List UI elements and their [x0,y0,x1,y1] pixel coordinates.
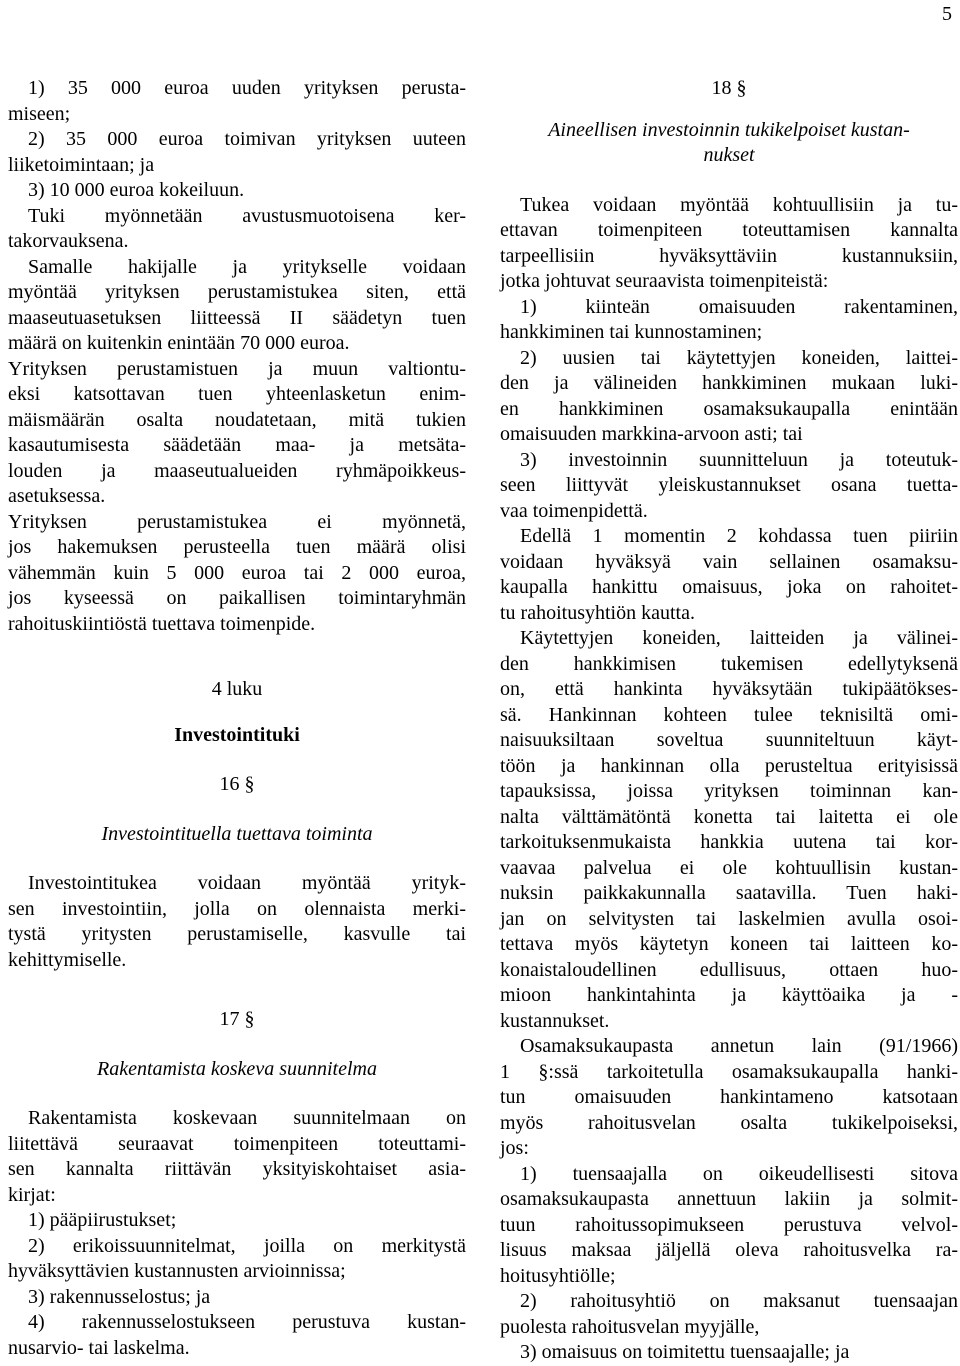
paragraph-line: myös rahoitusvelan osalta tukikelpoiseksi, [500,1111,958,1134]
section-16-number: 16 § [219,773,255,795]
section-18-title-line: Aineellisen investoinnin tukikelpoiset kustan- [548,118,910,141]
list-item-line: seen liittyvät yleiskustannukset osana tuetta- [500,474,958,496]
list-item-line: lisuus maksaa jäljellä oleva rahoitusvelka ra- [500,1239,958,1261]
paragraph-line: tarkoituksenmukaista hankkia uutena tai kor- [500,831,958,853]
paragraph-line: louden ja maaseutualueiden ryhmäpoikkeus- [8,459,466,482]
paragraph-line: sen investointiin, jolla on olennaista merki- [8,897,466,920]
list-item-line: 2) 35 000 euroa toimivan yrityksen uuteen [28,128,466,150]
paragraph-line: jan on selvitysten tai laskelmien avulla osoi- [500,907,958,930]
list-item-line: hoitusyhtiölle; [500,1264,616,1287]
paragraph-line: vaavaa palvelua ei ole kohtuullisin kustan- [500,856,958,879]
paragraph-line: nalta välttämätöntä konetta tai laitetta ei ole [500,805,958,828]
paragraph-line: takorvauksena. [8,230,129,252]
list-item-line: den ja välineiden hankkiminen mukaan luki- [500,372,958,394]
list-item-line: 2) erikoissuunnitelmat, joilla on merkitystä [28,1234,466,1257]
paragraph-line: jos kyseessä on paikallisen toimintaryhmän [8,587,466,609]
section-16-title: Investointituella tuettava toiminta [101,822,373,845]
list-item-line: 2) uusien tai käytettyjen koneiden, laittei- [520,346,958,369]
paragraph-line: myöntää yrityksen perustamistukea siten, että [8,281,466,303]
list-item-line: nusarvio- tai laskelma. [8,1336,190,1359]
paragraph-line: töön ja hankinnan olla perusteltua erityisissä [500,754,958,777]
paragraph-line: kehittymiselle. [8,948,127,971]
list-item-line: hankkiminen tai kunnostaminen; [500,321,763,343]
paragraph-line: Osamaksukaupasta annetun lain (91/1966) [520,1035,958,1057]
paragraph-line: sä. Hankinnan kohteen tulee teknisiltä omi- [500,703,958,726]
paragraph-line: Tuki myönnetään avustusmuotoisena ker- [28,204,466,227]
section-18-number: 18 § [711,77,747,99]
paragraph-line: voidaan hyväksyä vain sellainen osamaksu- [500,550,958,573]
paragraph-line: jos hakemuksen perusteella tuen määrä olisi [8,536,466,558]
list-item-line: 4) rakennusselostukseen perustuva kustan- [28,1311,466,1333]
list-item-line: 1) kiinteän omaisuuden rakentaminen, [520,295,958,318]
paragraph-line: sen kannalta riittävän yksityiskohtaiset asia- [8,1158,466,1180]
section-17-number: 17 § [219,1008,255,1030]
paragraph-line: jotka johtuvat seuraavista toimenpiteistä: [500,270,829,292]
paragraph-line: naisuuksiltaan soveltua suunniteltuun käyt- [500,729,958,751]
list-item-line: 3) investoinnin suunnitteluun ja toteutuk- [520,448,958,471]
list-item-line: vaa toimenpidettä. [500,499,648,522]
list-item-line: 1) pääpiirustukset; [28,1209,177,1231]
paragraph-line: jos: [500,1137,529,1159]
paragraph-line: määrä on kuitenkin enintään 70 000 euroa. [8,332,350,354]
paragraph-line: on, että hankinta hyväksytään tukipäätökses- [500,678,958,700]
paragraph-line: 1 §:ssä tarkoitetulla osamaksukaupalla hanki- [500,1060,958,1083]
list-item-line: omaisuuden markkina-arvoon asti; tai [500,423,803,445]
section-17-title: Rakentamista koskeva suunnitelma [97,1057,377,1080]
paragraph-line: tun omaisuuden hankintameno katsotaan [500,1086,958,1108]
list-item-line: 3) rakennusselostus; ja [28,1285,211,1308]
list-item-line: liiketoimintaan; ja [8,153,155,176]
list-item-line: 1) 35 000 euroa uuden yrityksen perusta- [28,77,466,99]
paragraph-line: mäismäärän osalta noudatetaan, mitä tukien [8,408,466,431]
paragraph-line: tapauksissa, joissa yrityksen toiminnan kan- [500,780,958,802]
paragraph-line: kaupalla hankittu omaisuus, joka on rahoitet- [500,576,958,598]
paragraph-line: vähemmän kuin 5 000 euroa tai 2 000 euroa, [8,561,466,584]
paragraph-line: tu rahoitusyhtiön kautta. [500,601,695,624]
paragraph-line: liitettävä seuraavat toimenpiteen toteuttami- [8,1132,466,1155]
chapter-number: 4 luku [211,678,263,700]
paragraph-line: kasautumisesta säädetään maa- ja metsäta- [8,434,466,456]
paragraph-line: maaseutuasetuksen liitteessä II säädetyn tuen [8,306,466,329]
list-item-line: 3) omaisuus on toimitettu tuensaajalle; ja [520,1341,850,1363]
paragraph-line: Edellä 1 momentin 2 kohdassa tuen piiriin [520,525,958,547]
left-column [8,76,466,1361]
paragraph-line: Käytettyjen koneiden, laitteiden ja välinei- [520,627,958,649]
list-item-line: en hankkiminen osamaksukaupalla enintään [500,397,958,420]
paragraph-line: kustannukset. [500,1009,610,1032]
right-column [500,76,958,1366]
list-item-line: 2) rahoitusyhtiö on maksanut tuensaajan [520,1290,958,1312]
paragraph-line: Yrityksen perustamistuen ja muun valtiontu- [8,357,466,380]
paragraph-line: tystä yritysten perustamiselle, kasvulle tai [8,923,466,945]
paragraph-line: nuksin paikkakunnalla saatavilla. Tuen haki- [500,882,958,904]
list-item-line: hyväksyttävien kustannusten arvioinnissa; [8,1260,346,1282]
paragraph-line: asetuksessa. [8,485,106,507]
list-item-line: puolesta rahoitusvelan myyjälle, [500,1315,760,1338]
paragraph-line: mioon hankintahinta ja käyttöaika ja - [500,984,958,1006]
paragraph-line: eksi katsottavan tuen yhteenlasketun enim- [8,383,466,405]
paragraph-line: rahoituskiintiöstä tuettava toimenpide. [8,612,316,635]
paragraph-line: Samalle hakijalle ja yritykselle voidaan [28,255,466,278]
chapter-title: Investointituki [174,723,300,746]
list-item-line: tuun rahoitussopimukseen perustuva velvol- [500,1213,958,1236]
section-18-title-line: nukset [703,144,755,166]
paragraph-line: Tukea voidaan myöntää kohtuullisiin ja tu- [520,193,958,216]
paragraph-line: ettavan toimenpiteen toteuttamisen kannalta [500,219,958,241]
list-item-line: 1) tuensaajalla on oikeudellisesti sitova [520,1162,958,1185]
paragraph-line: konaistaloudellinen edullisuus, ottaen huo- [500,958,958,981]
paragraph-line: Rakentamista koskevaan suunnitelmaan on [28,1107,466,1129]
paragraph-line: tettava myös käytetyn koneen tai laitteen ko- [500,933,958,955]
page-number: 5 [942,3,952,25]
paragraph-line: Investointitukea voidaan myöntää yrityk- [28,872,466,894]
paragraph-line: kirjat: [8,1183,56,1206]
paragraph-line: Yrityksen perustamistukea ei myönnetä, [8,510,466,533]
paragraph-line: den hankkimisen tukemisen edellytyksenä [500,652,958,675]
list-item-line: osamaksukaupasta annettuun lakiin ja solmit- [500,1188,958,1210]
list-item-line: 3) 10 000 euroa kokeiluun. [28,179,245,201]
list-item-line: miseen; [8,102,71,125]
paragraph-line: tarpeellisiin hyväksyttäviin kustannuksiin, [500,244,958,267]
